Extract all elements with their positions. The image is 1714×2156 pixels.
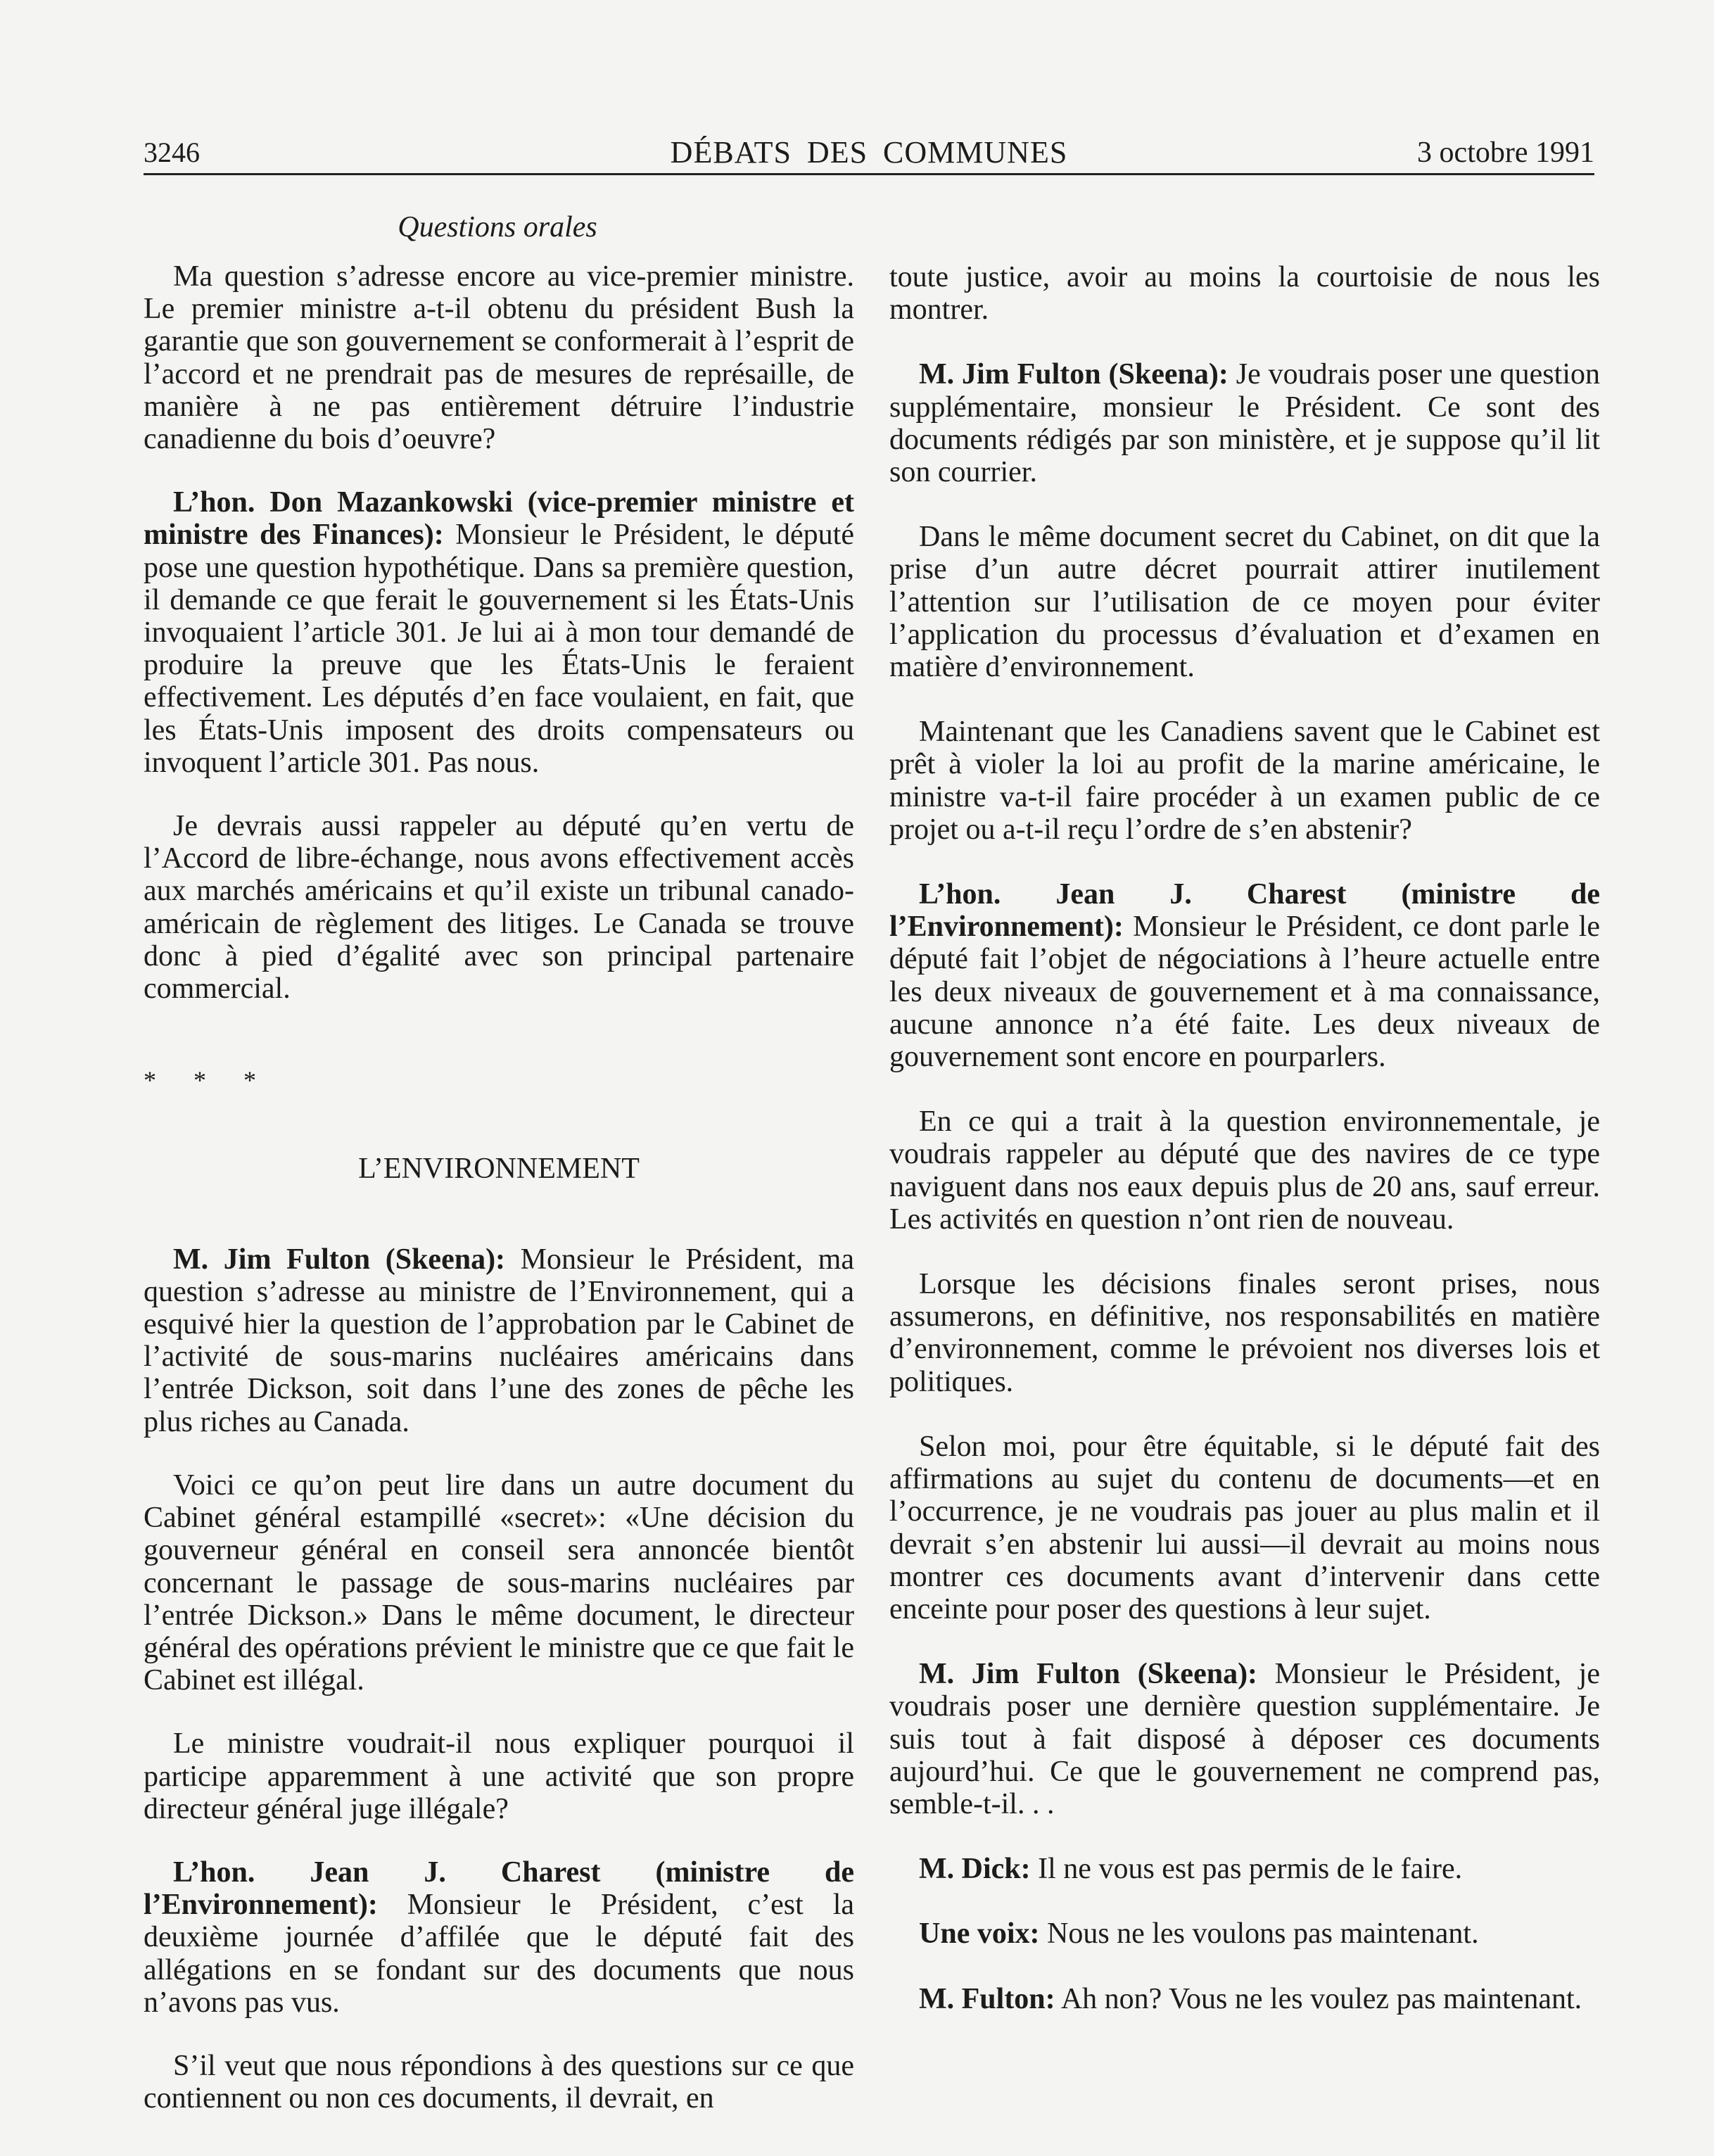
paragraph: En ce qui a trait à la question environnementale, je voudrais rappeler au député que des navires de ce type naviguent dans nos eaux depuis plus de 20 ans, sauf erreur. Les activités en question n’ont rien de nouveau. xyxy=(889,1105,1600,1236)
speaker-name: M. Fulton: xyxy=(919,1982,1055,2015)
speaker-name: Une voix: xyxy=(919,1917,1040,1951)
paragraph: Ma question s’adresse encore au vice-premier ministre. Le premier ministre a-t-il obtenu du président Bush la garantie que son gouvernement se conformerait à l’esprit de l’accord et ne prendrait pas de mesures de représaille, de manière à ne pas entièrement détruire l’industrie canadienne du bois d’oeuvre? xyxy=(144,260,854,456)
paragraph xyxy=(889,1917,1600,1950)
paragraph xyxy=(889,878,1600,1073)
paragraph: Voici ce qu’on peut lire dans un autre document du Cabinet général estampillé «secret»: «Une décision du gouverneur général en conseil sera annoncée bientôt concernant le passage de sous-marins nucléaires par l’entrée Dickson.» Dans le même document, le directeur général des opérations prévient le ministre que ce que fait le Cabinet est illégal. xyxy=(144,1469,854,1697)
right-column xyxy=(889,261,1600,2015)
speech-text: Il ne vous est pas permis de le faire. xyxy=(1030,1853,1463,1886)
speech-text: Monsieur le Président, le député pose une question hypothétique. Dans sa première question, il demande ce que ferait le gouvernement si les États-Unis invoquaient l’article 301. Je lui ai à mon tour demandé de produire la preuve que les États-Unis le feraient effectivement. Les députés d’en face voulaient, en fait, que les États-Unis imposent des droits compensateurs ou invoquent l’article 301. Pas nous. xyxy=(144,519,854,779)
left-column xyxy=(144,260,854,2114)
publication-date: 3 octobre 1991 xyxy=(1417,137,1594,169)
section-heading: L’ENVIRONNEMENT xyxy=(358,1153,640,1186)
speech-text: Monsieur le Président, je voudrais poser une dernière question supplémentaire. Je suis tout à fait disposé à déposer ces documents aujourd’hui. Ce que le gouvernement ne comprend pas, semble-t-il. . . xyxy=(889,1658,1600,1820)
paragraph xyxy=(144,1856,854,2019)
paragraph: toute justice, avoir au moins la courtoisie de nous les montrer. xyxy=(889,261,1600,326)
speaker-name: L’hon. Don Mazankowski (vice-premier ministre et ministre des Finances): xyxy=(144,486,854,552)
speech-text: Monsieur le Président, ma question s’adresse au ministre de l’Environnement, qui a esquivé hier la question de l’approbation par le Cabinet de l’activité de sous-marins nucléaires américains dans l’entrée Dickson, soit dans l’une des zones de pêche les plus riches au Canada. xyxy=(144,1243,854,1438)
paragraph: Maintenant que les Canadiens savent que le Cabinet est prêt à violer la loi au profit de la marine américaine, le ministre va-t-il faire procéder à un examen public de ce projet ou a-t-il reçu l’ordre de s’en abstenir? xyxy=(889,716,1600,846)
speech-text: Ah non? Vous ne les voulez pas maintenant. xyxy=(1055,1982,1582,2015)
section-separator: * * * xyxy=(144,1066,272,1095)
paragraph xyxy=(889,358,1600,488)
speaker-name: M. Jim Fulton (Skeena): xyxy=(173,1243,506,1276)
paragraph: Je devrais aussi rappeler au député qu’en vertu de l’Accord de libre-échange, nous avons effectivement accès aux marchés américains et qu’il existe un tribunal canado-américain de règlement des litiges. Le Canada se trouve donc à pied d’égalité avec son principal partenaire commercial. xyxy=(144,810,854,1006)
section-subheader: Questions orales xyxy=(398,211,597,243)
publication-title: DÉBATS DES COMMUNES xyxy=(670,135,1068,170)
page-header xyxy=(144,131,1594,175)
paragraph xyxy=(889,1983,1600,2015)
speech-text: Monsieur le Président, c’est la deuxième journée d’affilée que le député fait des allégations en se fondant sur des documents que nous n’avons pas vus. xyxy=(144,1889,854,2019)
paragraph: Dans le même document secret du Cabinet, on dit que la prise d’un autre décret pourrait attirer inutilement l’attention sur l’utilisation de ce moyen pour éviter l’application du processus d’évaluation et d’examen en matière d’environnement. xyxy=(889,521,1600,684)
paragraph: Le ministre voudrait-il nous expliquer pourquoi il participe apparemment à une activité que son propre directeur général juge illégale? xyxy=(144,1727,854,1825)
speech-text: Monsieur le Président, ce dont parle le député fait l’objet de négociations à l’heure actuelle entre les deux niveaux de gouvernement et à ma connaissance, aucune annonce n’a été faite. Les deux niveaux de gouvernement sont encore en pourparlers. xyxy=(889,911,1600,1074)
paragraph: Selon moi, pour être équitable, si le député fait des affirmations au sujet du contenu de documents—et en l’occurrence, je ne voudrais pas jouer au plus malin et il devrait s’en abstenir lui aussi—il devrait au moins nous montrer ces documents avant d’intervenir dans cette enceinte pour poser des questions à leur sujet. xyxy=(889,1430,1600,1625)
paragraph xyxy=(889,1658,1600,1820)
speaker-name: M. Dick: xyxy=(919,1853,1031,1886)
speaker-name: L’hon. Jean J. Charest (ministre de l’Environnement): xyxy=(144,1856,854,1922)
speaker-name: L’hon. Jean J. Charest (ministre de l’Environnement): xyxy=(889,878,1600,944)
paragraph: Lorsque les décisions finales seront prises, nous assumerons, en définitive, nos responsabilités en matière d’environnement, comme le prévoient nos diverses lois et politiques. xyxy=(889,1268,1600,1398)
speech-text: Je voudrais poser une question supplémentaire, monsieur le Président. Ce sont des documents rédigés par son ministère, et je suppose qu’il lit son courrier. xyxy=(889,358,1600,489)
paragraph xyxy=(889,1853,1600,1885)
speech-text: Nous ne les voulons pas maintenant. xyxy=(1039,1917,1479,1951)
paragraph xyxy=(144,1243,854,1438)
header-rule xyxy=(144,173,1594,175)
speaker-name: M. Jim Fulton (Skeena): xyxy=(919,1658,1258,1691)
paragraph xyxy=(144,486,854,779)
paragraph: S’il veut que nous répondions à des questions sur ce que contiennent ou non ces documents, il devrait, en xyxy=(144,2049,854,2115)
page-number: 3246 xyxy=(144,137,200,168)
speaker-name: M. Jim Fulton (Skeena): xyxy=(919,358,1229,391)
